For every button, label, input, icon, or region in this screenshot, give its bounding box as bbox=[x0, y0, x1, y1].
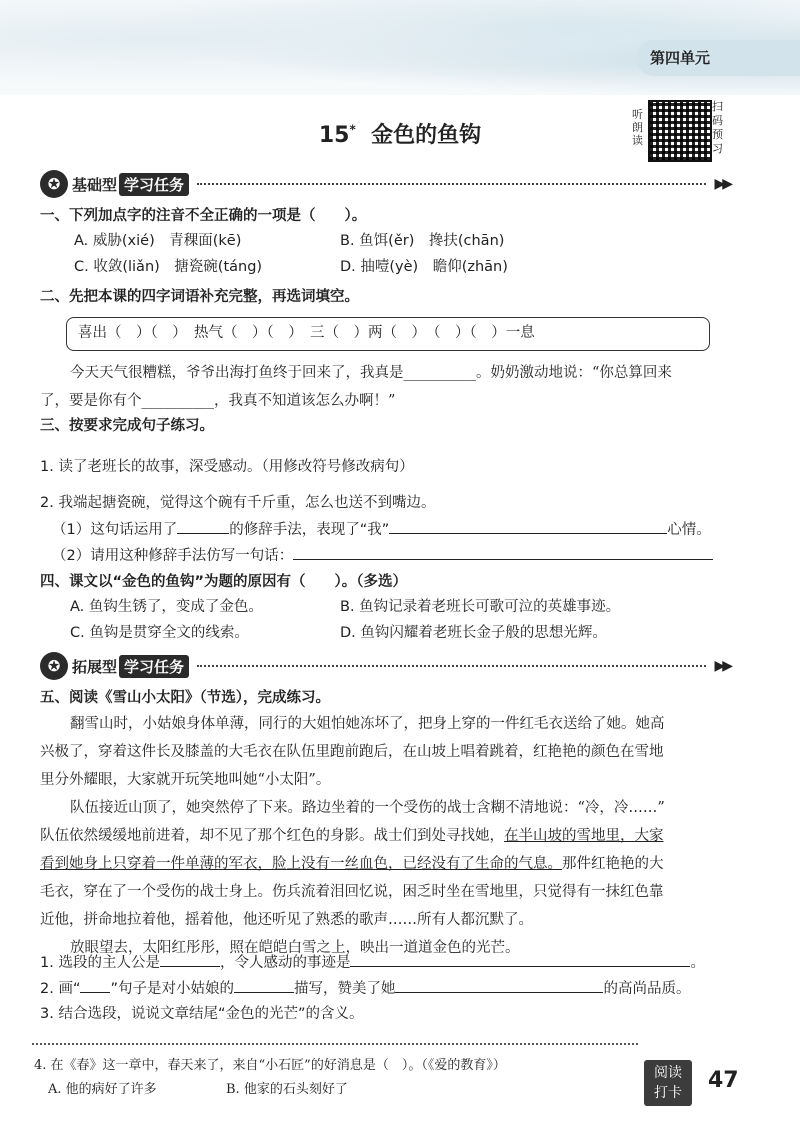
q3-title: 三、按要求完成句子练习。 bbox=[40, 418, 214, 434]
section-basic-header bbox=[40, 170, 730, 198]
q2-paragraph-line2: 了，要是你有个__________，我真不知道该怎么办啊！” bbox=[40, 393, 396, 409]
footer-question: 4. 在《春》这一章中，春天来了，来自“小石匠”的好消息是（ ）。（《爱的教育》） bbox=[34, 1058, 506, 1073]
lesson-number: 15 bbox=[318, 123, 350, 148]
q5-e2-d: 的高尚品质。 bbox=[603, 981, 691, 997]
q5-e1-blank2[interactable] bbox=[350, 952, 690, 967]
q3-sub1-blank1[interactable] bbox=[177, 519, 229, 534]
reading-checkin-badge[interactable] bbox=[644, 1060, 692, 1106]
q5-e2-c: 描写，赞美了她 bbox=[293, 981, 396, 997]
qr-left-label: 听朗读 bbox=[632, 108, 643, 147]
q4-option-a[interactable]: A. 鱼钩生锈了，变成了金色。 bbox=[70, 599, 263, 615]
qr-right-label: 扫码预习 bbox=[712, 100, 723, 155]
footer-option-b[interactable]: B. 他家的石头刻好了 bbox=[226, 1082, 348, 1097]
reading-checkin-line2: 打卡 bbox=[654, 1085, 682, 1101]
q1-option-b[interactable]: B. 鱼饵(ěr) 搀扶(chān) bbox=[340, 233, 505, 249]
lesson-name: 金色的鱼钩 bbox=[371, 123, 482, 148]
underlined-sentence-end: 看到她身上只穿着一件单薄的军衣，脸上没有一丝血色，已经没有了生命的气息。 bbox=[40, 856, 562, 872]
q3-sub1-a: （1）这句话运用了 bbox=[52, 522, 178, 538]
underlined-sentence-start: 在半山坡的雪地里，大家 bbox=[504, 828, 664, 844]
q4-option-c[interactable]: C. 鱼钩是贯穿全文的线索。 bbox=[70, 625, 249, 641]
unit-tab: 第四单元 bbox=[636, 40, 800, 76]
passage-p2-line3-b: 那件红艳艳的大 bbox=[562, 856, 664, 872]
q2-title: 二、先把本课的四字词语补充完整，再选词填空。 bbox=[40, 289, 359, 305]
q3-sub1-c: 心情。 bbox=[667, 522, 711, 538]
q3-sub1-blank2[interactable] bbox=[389, 519, 667, 534]
dotted-divider bbox=[197, 183, 706, 185]
section-extend-header bbox=[40, 652, 730, 680]
lightbulb-icon: ✪ bbox=[40, 170, 68, 198]
passage-p2-line2 bbox=[40, 822, 664, 850]
double-arrow-icon: ▶▶ bbox=[714, 176, 730, 192]
dotted-divider bbox=[197, 665, 706, 667]
qr-code[interactable] bbox=[648, 100, 712, 162]
page-number: 47 bbox=[708, 1068, 739, 1093]
q5-e2-blank3[interactable] bbox=[395, 978, 603, 993]
section-extend-type: 拓展型 bbox=[72, 657, 118, 676]
passage-p3: 放眼望去，太阳红彤彤，照在皑皑白雪之上，映出一道道金色的光芒。 bbox=[70, 940, 520, 956]
passage-p1-line3: 里分外耀眼，大家就开玩笑地叫她“小太阳”。 bbox=[40, 772, 331, 788]
q5-e1-blank1[interactable] bbox=[160, 952, 220, 967]
q1-option-d[interactable]: D. 抽噎(yè) 瞻仰(zhān) bbox=[340, 259, 508, 275]
q1-option-c[interactable]: C. 收敛(liǎn) 搪瓷碗(táng) bbox=[74, 259, 263, 275]
q3-sentence1: 1. 读了老班长的故事，深受感动。（用修改符号修改病句） bbox=[40, 459, 414, 475]
q3-sub1-b: 的修辞手法，表现了“我” bbox=[229, 522, 390, 538]
lightbulb-icon: ✪ bbox=[40, 652, 68, 680]
section-basic-task: 学习任务 bbox=[119, 173, 189, 196]
double-arrow-icon: ▶▶ bbox=[714, 658, 730, 674]
lesson-star: * bbox=[349, 122, 356, 137]
passage-p2-line2-a: 队伍依然缓缓地前进着，却不见了那个红色的身影。战士们到处寻找她， bbox=[40, 828, 504, 844]
q5-exercise1 bbox=[40, 952, 705, 973]
q5-e2-blank2[interactable] bbox=[234, 978, 294, 993]
passage-p2-line3 bbox=[40, 850, 664, 878]
idiom-box-text[interactable]: 喜出（ ）（ ） 热气（ ）（ ） 三（ ）两（ ） （ ）（ ）一息 bbox=[78, 325, 535, 341]
q4-title: 四、课文以“金色的鱼钩”为题的原因有（ ）。（多选） bbox=[40, 574, 408, 590]
q4-option-d[interactable]: D. 鱼钩闪耀着老班长金子般的思想光辉。 bbox=[340, 625, 607, 641]
passage-p2-line5: 近他，拼命地拉着他，摇着他，他还听见了熟悉的歌声……所有人都沉默了。 bbox=[40, 912, 533, 928]
section-extend-task: 学习任务 bbox=[119, 655, 189, 678]
passage-p1-line2: 兴极了，穿着这件长及膝盖的大毛衣在队伍里跑前跑后，在山坡上唱着跳着，红艳艳的颜色在雪地 bbox=[40, 744, 664, 760]
q5-exercise3: 3. 结合选段，说说文章结尾“金色的光芒”的含义。 bbox=[40, 1006, 364, 1022]
q3-sub2-label: （2）请用这种修辞手法仿写一句话： bbox=[52, 548, 294, 564]
passage-p2-line4: 毛衣，穿在了一个受伤的战士身上。伤兵流着泪回忆说，困乏时坐在雪地里，只觉得有一抹红色靠 bbox=[40, 884, 664, 900]
q5-e1-b: ，令人感动的事迹是 bbox=[219, 955, 351, 971]
q5-e2-blank1[interactable] bbox=[80, 978, 110, 993]
q3-sentence2: 2. 我端起搪瓷碗，觉得这个碗有千斤重，怎么也送不到嘴边。 bbox=[40, 495, 436, 511]
footer-dotted-divider bbox=[32, 1043, 638, 1045]
q5-e1-a: 1. 选段的主人公是 bbox=[40, 955, 160, 971]
passage-p2-line1: 队伍接近山顶了，她突然停了下来。路边坐着的一个受伤的战士含糊不清地说：“冷，冷……” bbox=[70, 800, 665, 816]
section-basic-type: 基础型 bbox=[72, 175, 118, 194]
q2-paragraph-line1: 今天天气很糟糕，爷爷出海打鱼终于回来了，我真是__________。奶奶激动地说：“你总算回来 bbox=[70, 365, 672, 381]
q1-title: 一、下列加点字的注音不全正确的一项是（ ）。 bbox=[40, 208, 367, 224]
q5-e2-b: ”句子是对小姑娘的 bbox=[110, 981, 234, 997]
q1-option-a[interactable]: A. 威胁(xié) 青稞面(kē) bbox=[74, 233, 242, 249]
footer-option-a[interactable]: A. 他的病好了许多 bbox=[48, 1082, 157, 1097]
q3-sub2 bbox=[52, 545, 713, 566]
q5-e2-a: 2. 画“ bbox=[40, 981, 81, 997]
q3-sub2-blank[interactable] bbox=[293, 545, 713, 560]
reading-checkin-line1: 阅读 bbox=[654, 1065, 682, 1081]
q3-sub1 bbox=[52, 519, 711, 540]
q5-e1-c: 。 bbox=[690, 955, 705, 971]
q5-title: 五、阅读《雪山小太阳》（节选），完成练习。 bbox=[40, 690, 330, 706]
passage-p1-line1: 翻雪山时，小姑娘身体单薄，同行的大姐怕她冻坏了，把身上穿的一件红毛衣送给了她。她高 bbox=[70, 716, 665, 732]
q4-option-b[interactable]: B. 鱼钩记录着老班长可歌可泣的英雄事迹。 bbox=[340, 599, 621, 615]
q5-exercise2 bbox=[40, 978, 690, 999]
